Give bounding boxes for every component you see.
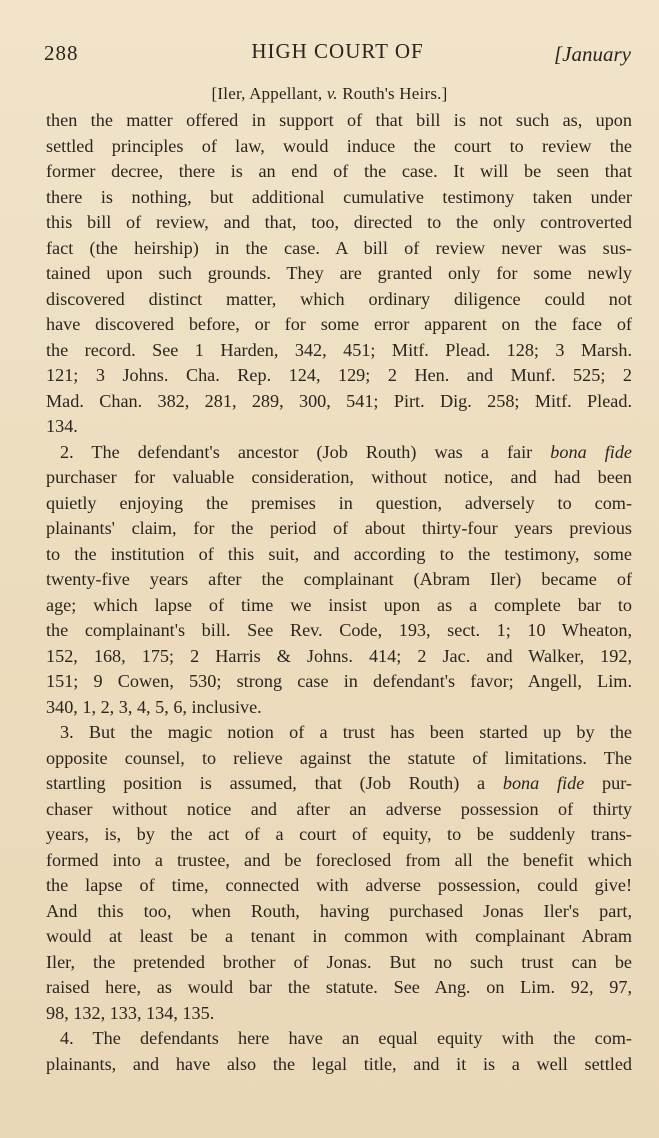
- line-text: the record. See 1 Harden, 342, 451; Mitf. Plead. 128; 3 Marsh.: [46, 339, 632, 360]
- text-line: [46, 516, 632, 542]
- text-line: [46, 873, 632, 899]
- text-line: [46, 1026, 632, 1052]
- line-text: would at least be a tenant in common with complainant Abram: [46, 926, 632, 946]
- text-line: [46, 593, 632, 619]
- text-line: [46, 899, 632, 925]
- line-text: the complainant's bill. See Rev. Code, 193, sect. 1; 10 Wheaton,: [46, 620, 632, 640]
- text-line: [46, 185, 632, 211]
- line-text: quietly enjoying the premises in question, adversely to com-: [46, 492, 632, 513]
- line-text: 4. The defendants here have an equal equity with the com-: [60, 1028, 632, 1048]
- text-line: [46, 822, 632, 848]
- text-line: [46, 465, 632, 491]
- line-text: twenty-five years after the complainant (Abram Iler) became of: [46, 569, 632, 589]
- line-text: Iler, the pretended brother of Jonas. But no such trust can be: [46, 951, 632, 972]
- caption-respondent: Routh's Heirs.]: [337, 84, 448, 103]
- page-header: [44, 38, 631, 68]
- line-text: purchaser for valuable consideration, without notice, and had been: [46, 467, 632, 487]
- text-line: [46, 1001, 632, 1027]
- line-text: years, is, by the act of a court of equity, to be suddenly trans-: [46, 824, 632, 844]
- text-line: [46, 134, 632, 160]
- body-text: [46, 108, 632, 1077]
- line-text: And this too, when Routh, having purchased Jonas Iler's part,: [46, 900, 632, 921]
- line-text: 98, 132, 133, 134, 135.: [46, 1002, 215, 1023]
- line-text: to the institution of this suit, and according to the testimony, some: [46, 543, 632, 564]
- line-text: startling position is assumed, that (Job Routh) a: [46, 773, 503, 793]
- text-line: [46, 797, 632, 823]
- line-text: 340, 1, 2, 3, 4, 5, 6, inclusive.: [46, 696, 262, 717]
- text-line: [46, 567, 632, 593]
- line-text-after: pur-: [584, 773, 632, 793]
- text-line: [46, 746, 632, 772]
- line-text: Mad. Chan. 382, 281, 289, 300, 541; Pirt. Dig. 258; Mitf. Plead.: [46, 390, 632, 411]
- text-line: [46, 261, 632, 287]
- line-text: this bill of review, and that, too, directed to the only controverted: [46, 212, 632, 232]
- text-line: [46, 440, 632, 466]
- text-line: [46, 542, 632, 568]
- text-line: [46, 771, 632, 797]
- text-line: [46, 950, 632, 976]
- line-text: former decree, there is an end of the case. It will be seen that: [46, 161, 632, 181]
- text-line: [46, 669, 632, 695]
- text-line: [46, 108, 632, 134]
- line-text: tained upon such grounds. They are granted only for some newly: [46, 263, 632, 283]
- text-line: [46, 414, 632, 440]
- line-text: 121; 3 Johns. Cha. Rep. 124, 129; 2 Hen. and Munf. 525; 2: [46, 365, 632, 385]
- line-text: formed into a trustee, and be foreclosed from all the benefit which: [46, 849, 632, 870]
- line-text: raised here, as would bar the statute. See Ang. on Lim. 92, 97,: [46, 977, 632, 997]
- text-line: [46, 236, 632, 262]
- line-text: 134.: [46, 416, 78, 436]
- case-caption: [0, 84, 659, 104]
- line-text: opposite counsel, to relieve against the statute of limitations. The: [46, 747, 632, 768]
- text-line: [46, 312, 632, 338]
- text-line: [46, 644, 632, 670]
- text-line: [46, 491, 632, 517]
- caption-appellant: [Iler, Appellant,: [211, 84, 327, 103]
- line-text: there is nothing, but additional cumulative testimony taken under: [46, 186, 632, 207]
- line-text: plainants' claim, for the period of about thirty-four years previous: [46, 518, 632, 538]
- page-number: 288: [44, 41, 79, 65]
- text-line: [46, 924, 632, 950]
- line-text: have discovered before, or for some error apparent on the face of: [46, 314, 632, 334]
- text-line: [46, 389, 632, 415]
- caption-versus: v.: [326, 84, 338, 103]
- text-line: [46, 1052, 632, 1078]
- text-line: [46, 159, 632, 185]
- text-line: [46, 695, 632, 721]
- line-text: settled principles of law, would induce the court to review the: [46, 135, 632, 156]
- running-month: [January: [554, 42, 631, 66]
- text-line: [46, 338, 632, 364]
- line-text: age; which lapse of time we insist upon as a complete bar to: [46, 594, 632, 615]
- line-text: the lapse of time, connected with adverse possession, could give!: [46, 875, 632, 895]
- italic-phrase: bona fide: [550, 441, 632, 462]
- line-text: 3. But the magic notion of a trust has been started up by the: [60, 722, 632, 742]
- line-text: 152, 168, 175; 2 Harris & Johns. 414; 2 Jac. and Walker, 192,: [46, 645, 632, 666]
- text-line: [46, 975, 632, 1001]
- line-text: chaser without notice and after an adverse possession of thirty: [46, 798, 632, 819]
- text-line: [46, 287, 632, 313]
- italic-phrase: bona fide: [502, 773, 585, 793]
- text-line: [46, 720, 632, 746]
- line-text: plainants, and have also the legal title, and it is a well settled: [46, 1053, 632, 1074]
- running-title: HIGH COURT OF: [251, 39, 424, 63]
- line-text: then the matter offered in support of that bill is not such as, upon: [46, 110, 632, 130]
- line-text: fact (the heirship) in the case. A bill of review never was sus-: [46, 237, 632, 258]
- line-text: 2. The defendant's ancestor (Job Routh) was a fair: [60, 441, 551, 462]
- text-line: [46, 363, 632, 389]
- line-text: discovered distinct matter, which ordinary diligence could not: [46, 288, 632, 309]
- text-line: [46, 210, 632, 236]
- text-line: [46, 848, 632, 874]
- text-line: [46, 618, 632, 644]
- line-text: 151; 9 Cowen, 530; strong case in defendant's favor; Angell, Lim.: [46, 671, 632, 691]
